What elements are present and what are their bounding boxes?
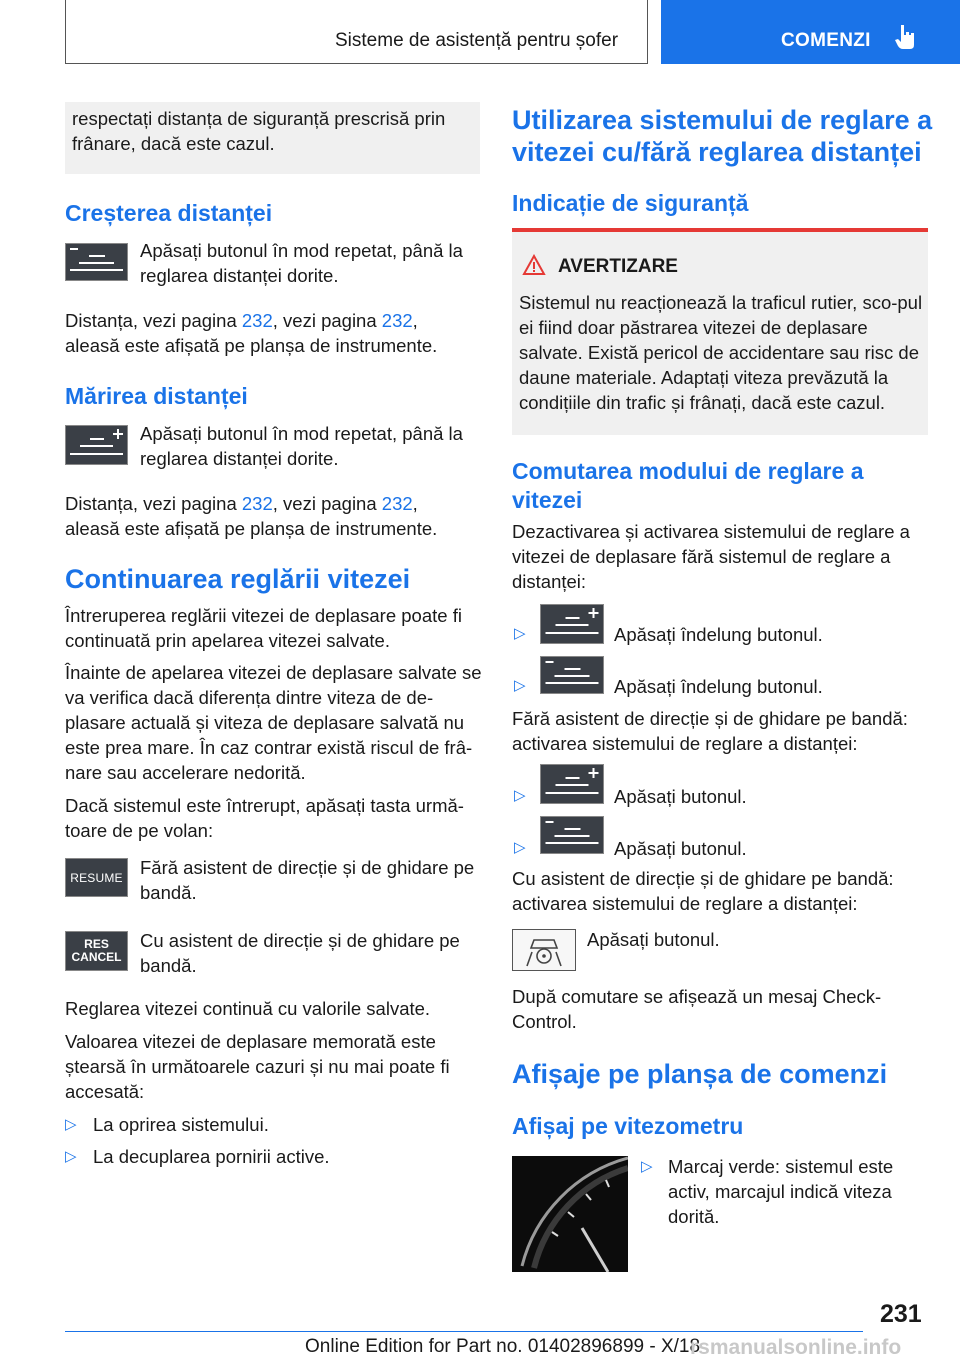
- rescancel-button-image: RES CANCEL: [65, 931, 128, 971]
- distance-bars-plus-icon: [541, 605, 603, 643]
- distance-bars-icon: [541, 817, 603, 853]
- increase-text: Apăsați butonul în mod repetat, până la reglarea distanței dorite.: [140, 423, 463, 469]
- switch-s4: După comutare se afișează un mesaj Check-Control.: [512, 986, 882, 1032]
- switch-s1: Dezactivarea și activarea sistemului de reglare a vitezei de deplasare fără sistemul de reglare a distanței:: [512, 521, 910, 592]
- page-link[interactable]: 232: [241, 310, 273, 331]
- heading-continue-speed: Continuarea reglării vitezei: [65, 564, 411, 594]
- list-item: ▷ Apăsați îndelung butonul.: [512, 604, 932, 644]
- watermark: rsmanualsonline.info: [690, 1336, 902, 1359]
- distance-decrease-button-image: [540, 656, 604, 694]
- page-link[interactable]: 232: [241, 493, 273, 514]
- triangle-bullet-icon: ▷: [514, 787, 526, 804]
- warning-triangle-icon: [522, 254, 546, 276]
- heading-use-system: Utilizarea sistemului de reglare a vitezei cu/fără reglarea distanței: [512, 105, 933, 167]
- tab-label: COMENZI: [781, 30, 871, 51]
- heading-decrease-distance: Creșterea distanței: [65, 200, 273, 226]
- decrease-text: Apăsați butonul în mod repetat, până la reglarea distanței dorite.: [140, 240, 463, 286]
- speedometer-image: [512, 1156, 628, 1272]
- warning-title: AVERTIZARE: [558, 256, 678, 277]
- edition-text: Online Edition for Part no. 01402896899 - X/18: [305, 1336, 701, 1357]
- triangle-bullet-icon: ▷: [65, 1148, 77, 1165]
- assist-text: Apăsați butonul.: [587, 929, 720, 950]
- steering-assist-button-image: [512, 929, 576, 971]
- heading-speedometer: Afișaj pe vitezometru: [512, 1113, 744, 1139]
- continue-p5: Valoarea vitezei de deplasare memorată este ștearsă în următoarele cazuri și nu mai poate fi accesată:: [65, 1031, 450, 1102]
- distance-ref-2: Distanța, vezi pagina 232, vezi pagina 232, aleasă este afișată pe planșa de instrumente.: [65, 493, 438, 539]
- tab-comenzi[interactable]: [661, 0, 960, 64]
- distance-ref-1: Distanța, vezi pagina 232, vezi pagina 232, aleasă este afișată pe planșa de instrumente.: [65, 310, 438, 356]
- hand-pointer-icon: [895, 24, 915, 50]
- note-text: respectați distanța de siguranță prescrisă prin frânare, dacă este cazul.: [72, 108, 446, 154]
- distance-bars-icon: [66, 244, 127, 280]
- page-number: 231: [880, 1300, 922, 1328]
- rescancel-text: Cu asistent de direcție și de ghidare pe bandă.: [140, 930, 460, 976]
- heading-displays: Afișaje pe planșa de comenzi: [512, 1059, 888, 1089]
- continue-p1: Întreruperea reglării vitezei de deplasare poate fi continuată prin apelarea vitezei salvate.: [65, 605, 462, 651]
- footer-divider: [65, 1331, 863, 1332]
- warning-text: Sistemul nu reacționează la traficul rutier, sco-pul ei fiind doar păstrarea vitezei de deplasare salvate. Există pericol de accidentare sau risc de daune materiale. Adaptați viteza prevăzută la condițiile din trafic și frânați, dacă este cazul.: [519, 292, 923, 413]
- distance-bars-plus-icon: [541, 765, 603, 803]
- section-title: Sisteme de asistență pentru șofer: [335, 30, 619, 51]
- triangle-bullet-icon: ▷: [514, 839, 526, 856]
- steering-assist-icon: [513, 930, 575, 970]
- note-box: [65, 102, 480, 174]
- distance-bars-icon: [541, 657, 603, 693]
- speedometer-gauge-icon: [512, 1156, 628, 1272]
- heading-switch-mode: Comutarea modului de reglare a vitezei: [512, 458, 864, 513]
- triangle-bullet-icon: ▷: [641, 1158, 653, 1175]
- list-item: ▷ Apăsați butonul.: [512, 764, 932, 804]
- resume-button-image: RESUME: [65, 858, 128, 897]
- heading-safety: Indicație de siguranță: [512, 190, 749, 216]
- distance-decrease-button-image: [540, 816, 604, 854]
- distance-increase-button-image: [540, 604, 604, 644]
- heading-increase-distance: Mărirea distanței: [65, 383, 248, 409]
- warning-box: [512, 228, 928, 435]
- resume-text: Fără asistent de direcție și de ghidare pe bandă.: [140, 857, 475, 903]
- distance-increase-button-image: [540, 764, 604, 804]
- list-item: ▷ Apăsați îndelung butonul.: [512, 656, 932, 696]
- distance-increase-button-image: [65, 425, 128, 465]
- distance-bars-plus-icon: [66, 426, 127, 464]
- switch-s2: Fără asistent de direcție și de ghidare pe bandă: activarea sistemului de reglare a distanței:: [512, 708, 908, 754]
- page-link[interactable]: 232: [381, 310, 413, 331]
- continue-p3: Dacă sistemul este întrerupt, apăsați tasta urmă-toare de pe volan:: [65, 795, 464, 841]
- list-item: ▷ Apăsați butonul.: [512, 816, 932, 856]
- distance-decrease-button-image: [65, 243, 128, 281]
- switch-s3: Cu asistent de direcție și de ghidare pe bandă: activarea sistemului de reglare a distanței:: [512, 868, 894, 914]
- continue-p4: Reglarea vitezei continuă cu valorile salvate.: [65, 998, 431, 1019]
- triangle-bullet-icon: ▷: [65, 1116, 77, 1133]
- triangle-bullet-icon: ▷: [514, 625, 526, 642]
- page-link[interactable]: 232: [381, 493, 413, 514]
- triangle-bullet-icon: ▷: [514, 677, 526, 694]
- continue-p2: Înainte de apelarea vitezei de deplasare salvate se va verifica dacă diferența dintre viteza de de-plasare actuală și viteza de deplasare salvată nu este prea mare. În caz contrar există riscul de frâ-nare sau accelerare nedorită.: [65, 662, 482, 783]
